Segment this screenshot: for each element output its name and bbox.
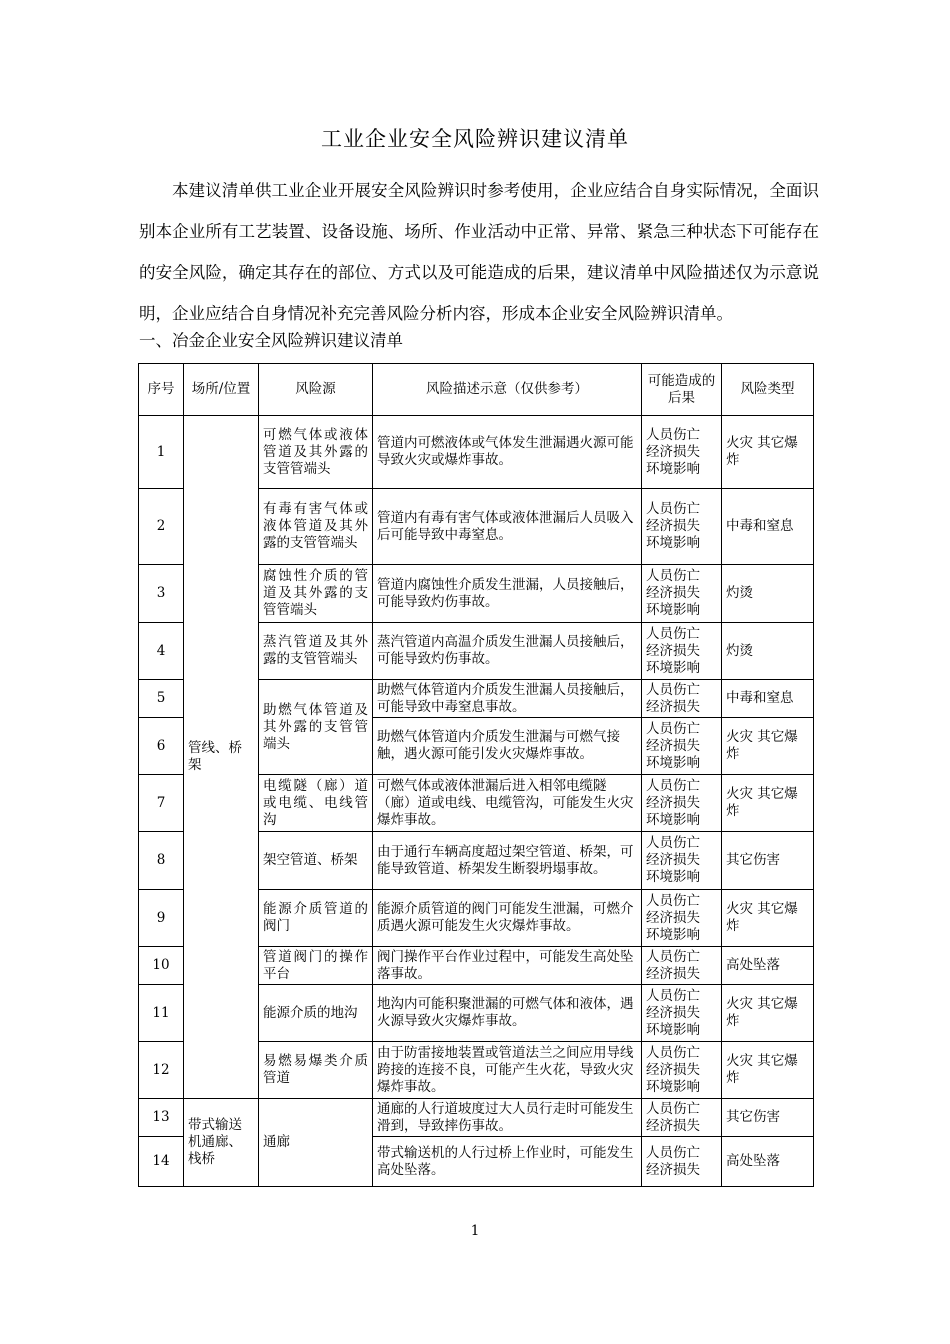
row-index: 4 <box>139 623 184 680</box>
consequence: 人员伤亡 经济损失 环境影响 <box>642 623 722 680</box>
risk-description: 助燃气体管道内介质发生泄漏人员接触后，可能导致中毒窒息事故。 <box>373 680 642 718</box>
risk-description: 由于通行车辆高度超过架空管道、桥架，可能导致管道、桥架发生断裂坍塌事故。 <box>373 832 642 890</box>
risk-description: 带式输送机的人行过桥上作业时，可能发生高处坠落。 <box>373 1137 642 1187</box>
consequence: 人员伤亡 经济损失 环境影响 <box>642 565 722 623</box>
risk-source: 助燃气体管道及其外露的支管管端头 <box>259 680 373 775</box>
header-description: 风险描述示意（仅供参考） <box>373 364 642 416</box>
risk-type: 火灾 其它爆炸 <box>722 718 814 775</box>
risk-description: 管道内腐蚀性介质发生泄漏，人员接触后，可能导致灼伤事故。 <box>373 565 642 623</box>
intro-paragraph: 本建议清单供工业企业开展安全风险辨识时参考使用，企业应结合自身实际情况，全面识别本企业所有工艺装置、设备设施、场所、作业活动中正常、异常、紧急三种状态下可能存在的安全风险，确定其存在的部位、方式以及可能造成的后果，建议清单中风险描述仅为示意说明，企业应结合自身情况补充完善风险分析内容，形成本企业安全风险辨识清单。 <box>139 181 819 323</box>
risk-description: 能源介质管道的阀门可能发生泄漏，可燃介质遇火源可能发生火灾爆炸事故。 <box>373 890 642 947</box>
risk-source: 可燃气体或液体管道及其外露的支管管端头 <box>259 416 373 489</box>
risk-description: 通廊的人行道坡度过大人员行走时可能发生滑到，导致摔伤事故。 <box>373 1099 642 1137</box>
risk-source: 能源介质管道的阀门 <box>259 890 373 947</box>
row-index: 11 <box>139 985 184 1042</box>
risk-type: 火灾 其它爆炸 <box>722 985 814 1042</box>
risk-type: 火灾 其它爆炸 <box>722 890 814 947</box>
row-index: 9 <box>139 890 184 947</box>
risk-type: 高处坠落 <box>722 947 814 985</box>
consequence: 人员伤亡 经济损失 <box>642 680 722 718</box>
risk-source: 架空管道、桥架 <box>259 832 373 890</box>
header-type: 风险类型 <box>722 364 814 416</box>
section-heading: 一、冶金企业安全风险辨识建议清单 <box>139 331 403 350</box>
row-index: 3 <box>139 565 184 623</box>
consequence: 人员伤亡 经济损失 环境影响 <box>642 890 722 947</box>
row-index: 8 <box>139 832 184 890</box>
consequence: 人员伤亡 经济损失 环境影响 <box>642 416 722 489</box>
page-title: 工业企业安全风险辨识建议清单 <box>321 127 629 151</box>
risk-table <box>138 363 814 1187</box>
row-index: 2 <box>139 489 184 565</box>
consequence: 人员伤亡 经济损失 环境影响 <box>642 718 722 775</box>
row-index: 7 <box>139 775 184 832</box>
risk-description: 可燃气体或液体泄漏后进入相邻电缆隧（廊）道或电线、电缆管沟，可能发生火灾爆炸事故。 <box>373 775 642 832</box>
header-consequence: 可能造成的后果 <box>642 364 722 416</box>
risk-source: 易燃易爆类介质管道 <box>259 1042 373 1099</box>
location-cell: 带式输送机通廊、栈桥 <box>184 1099 259 1187</box>
header-index: 序号 <box>139 364 184 416</box>
risk-source: 管道阀门的操作平台 <box>259 947 373 985</box>
row-index: 14 <box>139 1137 184 1187</box>
risk-description: 管道内可燃液体或气体发生泄漏遇火源可能导致火灾或爆炸事故。 <box>373 416 642 489</box>
risk-type: 灼烫 <box>722 623 814 680</box>
risk-source: 电缆隧（廊）道或电缆、电线管沟 <box>259 775 373 832</box>
risk-description: 蒸汽管道内高温介质发生泄漏人员接触后，可能导致灼伤事故。 <box>373 623 642 680</box>
risk-type: 火灾 其它爆炸 <box>722 416 814 489</box>
row-index: 12 <box>139 1042 184 1099</box>
risk-source: 能源介质的地沟 <box>259 985 373 1042</box>
risk-type: 中毒和窒息 <box>722 489 814 565</box>
consequence: 人员伤亡 经济损失 <box>642 1099 722 1137</box>
consequence: 人员伤亡 经济损失 <box>642 947 722 985</box>
consequence: 人员伤亡 经济损失 <box>642 1137 722 1187</box>
risk-type: 火灾 其它爆炸 <box>722 1042 814 1099</box>
risk-type: 中毒和窒息 <box>722 680 814 718</box>
table-header-row <box>139 364 814 416</box>
risk-source: 通廊 <box>259 1099 373 1187</box>
table-row <box>139 1099 814 1137</box>
risk-type: 灼烫 <box>722 565 814 623</box>
table-row <box>139 416 814 489</box>
risk-type: 火灾 其它爆炸 <box>722 775 814 832</box>
row-index: 1 <box>139 416 184 489</box>
row-index: 10 <box>139 947 184 985</box>
page-number: 1 <box>470 1223 480 1239</box>
consequence: 人员伤亡 经济损失 环境影响 <box>642 832 722 890</box>
risk-description: 管道内有毒有害气体或液体泄漏后人员吸入后可能导致中毒窒息。 <box>373 489 642 565</box>
risk-source: 有毒有害气体或液体管道及其外露的支管管端头 <box>259 489 373 565</box>
row-index: 6 <box>139 718 184 775</box>
risk-type: 高处坠落 <box>722 1137 814 1187</box>
consequence: 人员伤亡 经济损失 环境影响 <box>642 985 722 1042</box>
row-index: 5 <box>139 680 184 718</box>
risk-type: 其它伤害 <box>722 1099 814 1137</box>
risk-type: 其它伤害 <box>722 832 814 890</box>
risk-source: 腐蚀性介质的管道及其外露的支管管端头 <box>259 565 373 623</box>
header-location: 场所/位置 <box>184 364 259 416</box>
consequence: 人员伤亡 经济损失 环境影响 <box>642 1042 722 1099</box>
risk-description: 地沟内可能积聚泄漏的可燃气体和液体，遇火源导致火灾爆炸事故。 <box>373 985 642 1042</box>
consequence: 人员伤亡 经济损失 环境影响 <box>642 775 722 832</box>
row-index: 13 <box>139 1099 184 1137</box>
header-source: 风险源 <box>259 364 373 416</box>
risk-description: 助燃气体管道内介质发生泄漏与可燃气接触，遇火源可能引发火灾爆炸事故。 <box>373 718 642 775</box>
risk-description: 阀门操作平台作业过程中，可能发生高处坠落事故。 <box>373 947 642 985</box>
consequence: 人员伤亡 经济损失 环境影响 <box>642 489 722 565</box>
location-cell: 管线、桥架 <box>184 416 259 1099</box>
risk-description: 由于防雷接地装置或管道法兰之间应用导线跨接的连接不良，可能产生火花，导致火灾爆炸事故。 <box>373 1042 642 1099</box>
risk-source: 蒸汽管道及其外露的支管管端头 <box>259 623 373 680</box>
